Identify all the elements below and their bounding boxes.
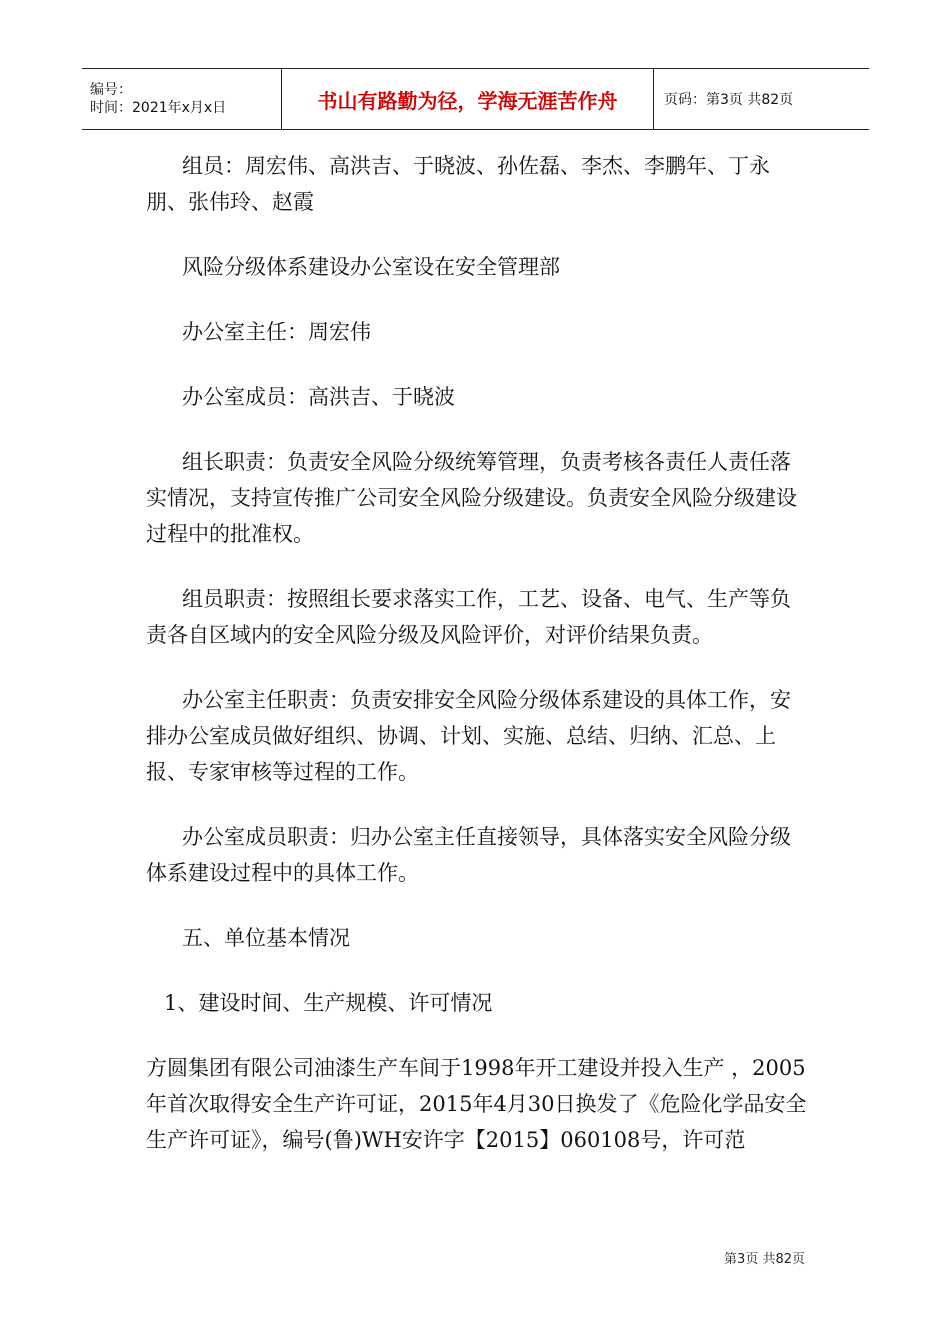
subsection-heading-construction: 1、建设时间、生产规模、许可情况 bbox=[164, 991, 493, 1015]
paragraph-member-duties: 组员职责：按照组长要求落实工作，工艺、设备、电气、生产等负责各自区域内的安全风险分级及风险评价，对评价结果负责。 bbox=[146, 587, 791, 647]
paragraph-company-history: 方圆集团有限公司油漆生产车间于1998年开工建设并投入生产 ，2005年首次取得安全生产许可证，2015年4月30日换发了《危险化学品安全生产许可证》，编号(鲁)WH安许字【2015】060108号，许可范 bbox=[146, 1056, 807, 1152]
paragraph-office-director: 办公室主任：周宏伟 bbox=[182, 320, 371, 344]
footer-page-number: 第3页 共82页 bbox=[724, 1252, 805, 1267]
header-page-number bbox=[654, 69, 869, 129]
paragraph-team-members: 组员：周宏伟、高洪吉、于晓波、孙佐磊、李杰、李鹏年、丁永朋、张伟玲、赵霞 bbox=[146, 154, 770, 214]
paragraph-office-location: 风险分级体系建设办公室设在安全管理部 bbox=[182, 255, 560, 279]
header-motto bbox=[282, 69, 654, 129]
page-number-label: 页码：第3页 共82页 bbox=[664, 92, 794, 108]
page-header bbox=[82, 68, 869, 130]
document-body bbox=[146, 148, 811, 1187]
paragraph-office-members: 办公室成员：高洪吉、于晓波 bbox=[182, 385, 455, 409]
paragraph-leader-duties: 组长职责：负责安全风险分级统筹管理，负责考核各责任人责任落实情况，支持宣传推广公司安全风险分级建设。负责安全风险分级建设过程中的批准权。 bbox=[146, 450, 797, 546]
time-label: 时间：2021年x月x日 bbox=[90, 100, 227, 116]
section-heading-basic-info: 五、单位基本情况 bbox=[182, 926, 350, 950]
page-footer bbox=[724, 1248, 805, 1267]
header-meta bbox=[82, 69, 282, 129]
paragraph-director-duties: 办公室主任职责：负责安排安全风险分级体系建设的具体工作，安排办公室成员做好组织、协调、计划、实施、总结、归纳、汇总、上报、专家审核等过程的工作。 bbox=[146, 688, 791, 784]
serial-number-label: 编号： bbox=[90, 82, 132, 98]
motto-text: 书山有路勤为径，学海无涯苦作舟 bbox=[317, 88, 618, 113]
paragraph-office-member-duties: 办公室成员职责：归办公室主任直接领导，具体落实安全风险分级体系建设过程中的具体工作。 bbox=[146, 825, 791, 885]
